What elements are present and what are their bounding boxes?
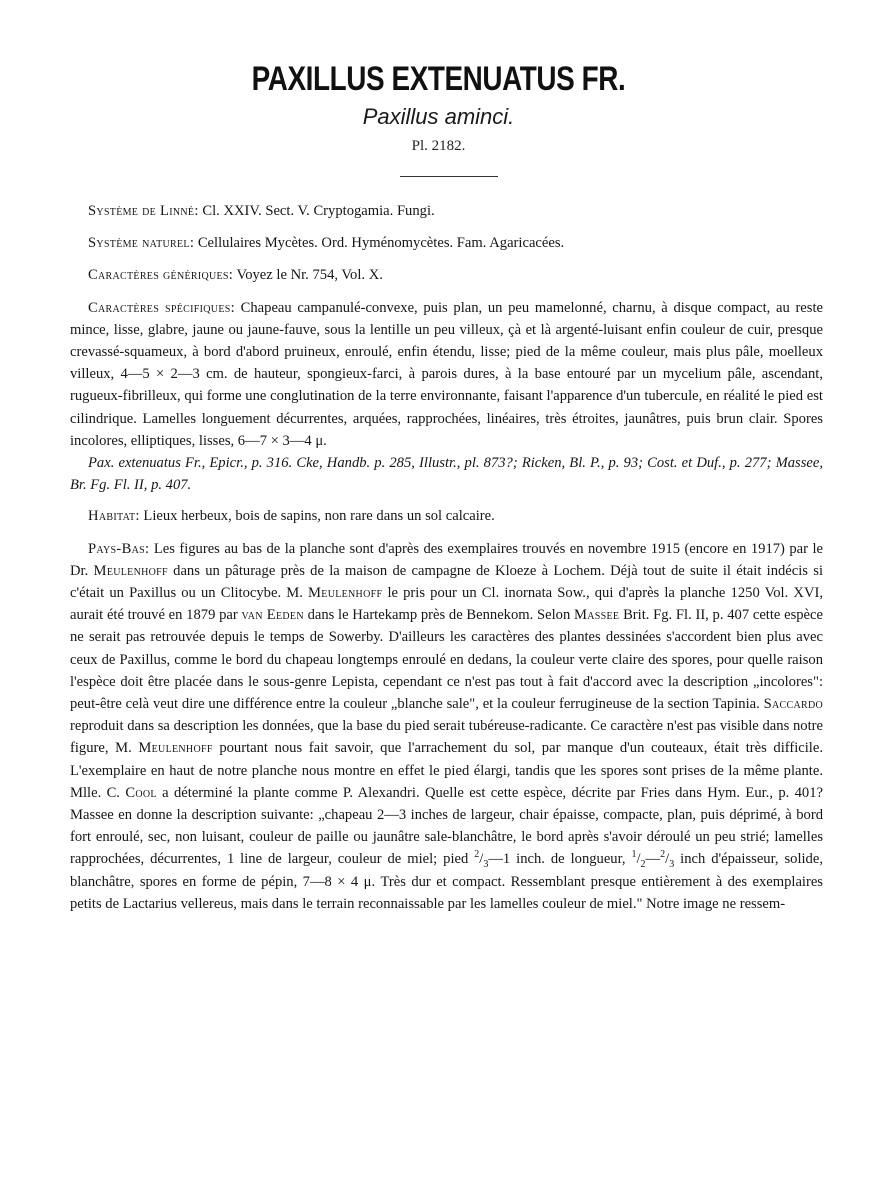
section-caracteres-specifiques bbox=[70, 297, 823, 452]
section-text: Voyez le Nr. 754, Vol. X. bbox=[236, 267, 383, 284]
body-text: —1 inch. de longueur, bbox=[488, 851, 626, 868]
fraction-denominator: 3 bbox=[483, 859, 489, 871]
person-name: Meulenhoff bbox=[138, 740, 213, 757]
section-label: Habitat: bbox=[88, 508, 140, 525]
section-systeme-linne bbox=[70, 200, 823, 222]
person-name: Saccardo bbox=[763, 696, 824, 713]
section-text: Cl. XXIV. Sect. V. Cryptogamia. Fungi. bbox=[202, 203, 435, 219]
section-text: Cellulaires Mycètes. Ord. Hyménomycètes. Fam. Agaricacées. bbox=[197, 235, 565, 252]
body-text: a déterminé la plante comme P. Alexandri. Quelle est cette espèce, décrite par Fries dans Hym. Eur., p. 401? Massee en donne la description suivante: „chapeau 2—3 inches de largeur, chair épaisse, compacte, plan, puis déprimé, à bord fort enroulé, sec, non luisant, couleur de paille ou jaunâtre sale-blanchâtre, le bord après s'avoir déroulé un peu strié; lamelles rapprochées, décurrentes, 1 line de largeur, couleur de miel; pied bbox=[70, 784, 823, 868]
body-text: dans un pâturage près de la maison de campagne de Kloeze à Lochem. Déjà tout de suite il était indécis si c'était un Paxillus ou un Clitocybe. M. bbox=[70, 562, 824, 602]
person-name: Cool bbox=[125, 784, 157, 801]
section-text: Chapeau campanulé-convexe, puis plan, un peu mamelonné, charnu, à disque compact, au reste mince, lisse, glabre, jaune ou jaune-fauve, sous la lentille un peu villeux, çà et là argenté-luisant enfin couleur de cuir, presque crevassé-squameux, à bord d'abord pruineux, enroulé, enfin étendu, lisse; pied de la même couleur, mais plus pâle, moelleux villeux, 4—5 × 2—3 cm. de hauteur, spongieux-farci, à parois dures, à la base entouré par un mycelium pâle, ascendant, rugueux-fibrilleux, qui forme une conglutination de la terre environnante, faisant l'apparence d'un tubercule, en réalité le pied est cilindrique. Lamelles longuement décurrentes, arquées, rapprochées, linéaires, très étroites, jaunâtres, puis brun clair. Spores incolores, elliptiques, lisses, 6—7 × 3—4 μ. bbox=[70, 299, 823, 449]
body-text: — bbox=[645, 851, 661, 868]
section-caracteres-generiques bbox=[70, 264, 823, 286]
bibliographic-references: Pax. extenuatus Fr., Epicr., p. 316. Cke, Handb. p. 285, Illustr., pl. 873?; Ricken, Bl. P., p. 93; Cost. et Duf., p. 277; Massee, Br. Fg. Fl. II, p. 407. bbox=[70, 455, 823, 494]
section-label: Caractères spécifiques: bbox=[88, 299, 235, 316]
fraction-denominator: 2 bbox=[640, 859, 646, 871]
person-name: Meulenhoff bbox=[308, 585, 383, 602]
body-text: pourtant nous fait savoir, que l'arrachement du sol, par manque d'un couteaux, était très difficile. L'exemplaire en haut de notre planche nous montre en effet le pied élargi, tandis que les spores sont prises de la même plante. Mlle. C. bbox=[70, 740, 823, 801]
section-label: Système de Linné: bbox=[88, 203, 199, 219]
document-body bbox=[70, 200, 823, 922]
fraction-numerator: 1 bbox=[631, 849, 637, 861]
body-text: Brit. Fg. Fl. II, p. 407 cette espèce ne serait pas retrouvée depuis le temps de Sowerby. D'ailleurs les caractères des plantes dessinées s'accordent bien plus avec ceux de Paxillus, comme le bord du chapeau longtemps enroulé en dedans, la couleur verte claire des spores, pour quelle raison l'espèce doit être placée dans le sous-genre Lepista, cependant ce n'est pas tout à fait d'accord avec la description „incolores": peut-être celà veut dire une différence entre la couleur „blanche sale", et la couleur ferrugineuse de la section Tapinia. bbox=[70, 607, 823, 713]
body-text: inch d'épaisseur, solide, blanchâtre, spores en forme de pépin, 7—8 × 4 μ. Très dur et compact. Ressemblant presque entièrement à des exemplaires petits de Lactarius vellereus, mais dans le terrain reconnaissable par les lamelles couleur de miel." Notre image ne ressem- bbox=[70, 851, 823, 912]
section-text: Lieux herbeux, bois de sapins, non rare dans un sol calcaire. bbox=[143, 508, 495, 525]
body-text: reproduit dans sa description les données, que la base du pied serait tubéreuse-radicante. Ce caractère n'est pas visible dans notre figure, M. bbox=[70, 718, 823, 757]
section-habitat bbox=[70, 505, 823, 527]
person-name: Meulenhoff bbox=[93, 562, 168, 579]
person-name: van Eeden bbox=[241, 607, 304, 624]
fraction-denominator: 3 bbox=[669, 859, 675, 871]
section-systeme-naturel bbox=[70, 232, 823, 254]
body-text: le pris pour un Cl. inornata Sow., qui d'après la planche 1250 Vol. XVI, aurait été trouvé en 1879 par bbox=[70, 585, 823, 624]
body-text: dans le Hartekamp près de Bennekom. Selon bbox=[307, 607, 571, 624]
section-label: Système naturel: bbox=[88, 235, 195, 252]
fraction-numerator: 2 bbox=[660, 849, 666, 861]
fraction-numerator: 2 bbox=[474, 849, 480, 861]
title-divider bbox=[400, 176, 498, 177]
person-name: Massee bbox=[573, 607, 620, 624]
page-subtitle: Paxillus aminci. bbox=[362, 104, 515, 129]
page-title: PAXILLUS EXTENUATUS FR. bbox=[251, 60, 626, 98]
body-text: Les figures au bas de la planche sont d'après des exemplaires trouvés en novembre 1915 (encore en 1917) par le Dr. bbox=[70, 540, 824, 579]
section-pays-bas: Pays-Bas: Les figures au bas de la planche sont d'après des exemplaires trouvés en novembre 1915 (encore en 1917) par le Dr. Meulenhoff dans un pâturage près de la maison de campagne de Kloeze à Lochem. Déjà tout de suite il était indécis si c'était un Paxillus ou un Clitocybe. M. Meulenhoff le pris pour un Cl. inornata Sow., qui d'après la planche 1250 Vol. XVI, aurait été trouvé en 1879 par van Eeden dans le Hartekamp près de Bennekom. Selon Massee Brit. Fg. Fl. II, p. 407 cette espèce ne serait pas retrouvée depuis le temps de Sowerby. D'ailleurs les caractères des plantes dessinées s'accordent bien plus avec ceux de Paxillus, comme le bord du chapeau longtemps enroulé en dedans, la couleur verte claire des spores, pour quelle raison l'espèce doit être placée dans le sous-genre Lepista, cependant ce n'est pas tout à fait d'accord avec la description „incolores": peut-être celà veut dire une différence entre la couleur „blanche sale", et la couleur ferrugineuse de la section Tapinia. Saccardo reproduit dans sa description les données, que la base du pied serait tubéreuse-radicante. Ce caractère n'est pas visible dans notre figure, M. Meulenhoff pourtant nous fait savoir, que l'arrachement du sol, par manque d'un couteaux, était très difficile. L'exemplaire en haut de notre planche nous montre en effet le pied élargi, tandis que les spores sont prises de la même plante. Mlle. C. Cool a déterminé la plante comme P. Alexandri. Quelle est cette espèce, décrite par Fries dans Hym. Eur., p. 401? Massee en donne la description suivante: „chapeau 2—3 inches de largeur, chair épaisse, compacte, plan, puis déprimé, à bord fort enroulé, sec, non luisant, couleur de paille ou jaunâtre sale-blanchâtre, le bord après s'avoir déroulé un peu strié; lamelles rapprochées, décurrentes, 1 line de largeur, couleur de miel; pied $^2/_3—1$ inch. de longueur, $^1/_2—^2/_3$ inch d'épaisseur, solide, blanchâtre, spores en forme de pépin, 7—8 × 4 μ. Très dur et compact. Ressemblant presque entièrement à des exemplaires petits de Lactarius vellereus, mais dans le terrain reconnaissable par les lamelles couleur de miel." Notre image ne ressem- bbox=[70, 540, 824, 912]
section-label: Pays-Bas: bbox=[88, 540, 150, 557]
section-label: Caractères génériques: bbox=[88, 267, 234, 284]
plate-number: Pl. 2182. bbox=[411, 138, 466, 154]
